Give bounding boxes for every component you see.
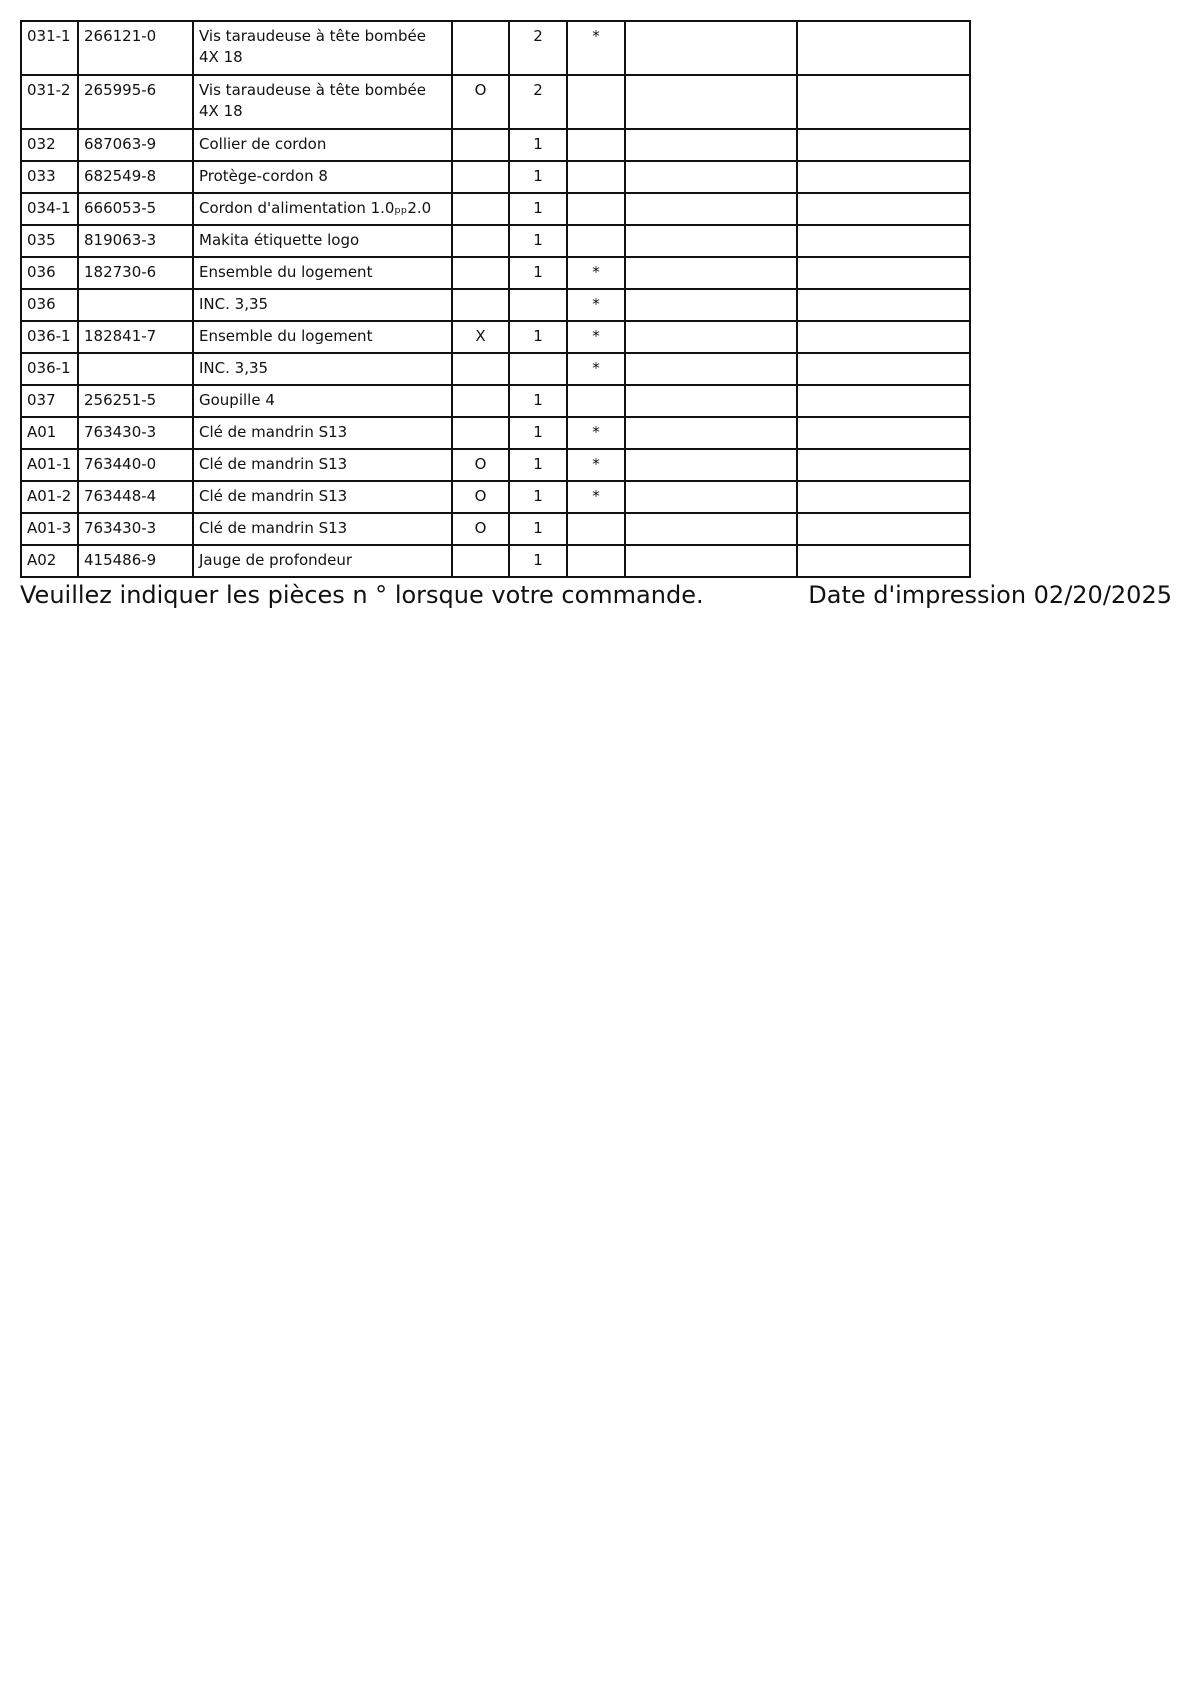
cell-description: Cordon d'alimentation 1.0ₚₚ2.0 bbox=[193, 193, 452, 225]
cell-quantity: 1 bbox=[509, 417, 567, 449]
table-row bbox=[21, 75, 970, 129]
cell-item-number: 034-1 bbox=[21, 193, 78, 225]
parts-table bbox=[20, 20, 971, 578]
cell-note bbox=[567, 545, 625, 577]
cell-quantity: 1 bbox=[509, 161, 567, 193]
order-instruction-note: Veuillez indiquer les pièces n ° lorsque votre commande. bbox=[20, 581, 704, 609]
cell-blank bbox=[625, 353, 797, 385]
cell-option: O bbox=[452, 449, 509, 481]
cell-note: * bbox=[567, 21, 625, 75]
cell-quantity: 1 bbox=[509, 385, 567, 417]
cell-note: * bbox=[567, 481, 625, 513]
cell-blank bbox=[625, 513, 797, 545]
cell-part-number: 819063-3 bbox=[78, 225, 193, 257]
cell-part-number bbox=[78, 353, 193, 385]
cell-blank bbox=[797, 289, 970, 321]
cell-description: Vis taraudeuse à tête bombée 4X 18 bbox=[193, 75, 452, 129]
table-row bbox=[21, 225, 970, 257]
cell-blank bbox=[797, 161, 970, 193]
cell-part-number: 682549-8 bbox=[78, 161, 193, 193]
cell-blank bbox=[797, 257, 970, 289]
cell-blank bbox=[797, 545, 970, 577]
cell-note: * bbox=[567, 321, 625, 353]
cell-blank bbox=[797, 353, 970, 385]
cell-quantity: 1 bbox=[509, 129, 567, 161]
cell-item-number: A01 bbox=[21, 417, 78, 449]
cell-blank bbox=[625, 481, 797, 513]
cell-quantity bbox=[509, 289, 567, 321]
cell-description: Clé de mandrin S13 bbox=[193, 449, 452, 481]
cell-description: Clé de mandrin S13 bbox=[193, 513, 452, 545]
table-row bbox=[21, 449, 970, 481]
cell-option bbox=[452, 417, 509, 449]
cell-item-number: 033 bbox=[21, 161, 78, 193]
table-row bbox=[21, 513, 970, 545]
table-row bbox=[21, 481, 970, 513]
cell-blank bbox=[797, 385, 970, 417]
cell-blank bbox=[625, 75, 797, 129]
cell-blank bbox=[625, 321, 797, 353]
cell-note: * bbox=[567, 449, 625, 481]
table-row bbox=[21, 385, 970, 417]
cell-item-number: A02 bbox=[21, 545, 78, 577]
cell-item-number: 036 bbox=[21, 257, 78, 289]
cell-blank bbox=[625, 129, 797, 161]
cell-description: Clé de mandrin S13 bbox=[193, 417, 452, 449]
cell-description: INC. 3,35 bbox=[193, 353, 452, 385]
cell-part-number bbox=[78, 289, 193, 321]
cell-part-number: 265995-6 bbox=[78, 75, 193, 129]
table-row bbox=[21, 417, 970, 449]
table-row bbox=[21, 353, 970, 385]
cell-item-number: A01-1 bbox=[21, 449, 78, 481]
cell-blank bbox=[625, 225, 797, 257]
cell-blank bbox=[625, 257, 797, 289]
cell-option: O bbox=[452, 481, 509, 513]
cell-note bbox=[567, 161, 625, 193]
cell-part-number: 763430-3 bbox=[78, 513, 193, 545]
cell-quantity: 2 bbox=[509, 21, 567, 75]
cell-description: Ensemble du logement bbox=[193, 321, 452, 353]
print-date: Date d'impression 02/20/2025 bbox=[808, 581, 1172, 609]
cell-option bbox=[452, 21, 509, 75]
cell-note: * bbox=[567, 353, 625, 385]
cell-blank bbox=[797, 21, 970, 75]
table-row bbox=[21, 257, 970, 289]
cell-blank bbox=[797, 75, 970, 129]
cell-item-number: 036-1 bbox=[21, 353, 78, 385]
table-row bbox=[21, 545, 970, 577]
cell-blank bbox=[797, 417, 970, 449]
cell-part-number: 687063-9 bbox=[78, 129, 193, 161]
cell-quantity: 1 bbox=[509, 193, 567, 225]
cell-option bbox=[452, 289, 509, 321]
cell-blank bbox=[797, 513, 970, 545]
cell-blank bbox=[797, 193, 970, 225]
cell-item-number: 032 bbox=[21, 129, 78, 161]
cell-blank bbox=[797, 481, 970, 513]
cell-option bbox=[452, 193, 509, 225]
cell-blank bbox=[797, 321, 970, 353]
cell-blank bbox=[797, 225, 970, 257]
cell-blank bbox=[625, 417, 797, 449]
cell-note bbox=[567, 385, 625, 417]
cell-quantity: 1 bbox=[509, 513, 567, 545]
cell-quantity: 1 bbox=[509, 321, 567, 353]
cell-option: X bbox=[452, 321, 509, 353]
cell-description: Jauge de profondeur bbox=[193, 545, 452, 577]
table-row bbox=[21, 161, 970, 193]
cell-blank bbox=[797, 449, 970, 481]
cell-item-number: 031-1 bbox=[21, 21, 78, 75]
cell-part-number: 266121-0 bbox=[78, 21, 193, 75]
cell-option: O bbox=[452, 513, 509, 545]
cell-description: Clé de mandrin S13 bbox=[193, 481, 452, 513]
table-row bbox=[21, 289, 970, 321]
cell-part-number: 763440-0 bbox=[78, 449, 193, 481]
cell-note: * bbox=[567, 257, 625, 289]
cell-option bbox=[452, 545, 509, 577]
cell-quantity bbox=[509, 353, 567, 385]
cell-option bbox=[452, 161, 509, 193]
cell-part-number: 415486-9 bbox=[78, 545, 193, 577]
cell-part-number: 256251-5 bbox=[78, 385, 193, 417]
cell-note bbox=[567, 75, 625, 129]
cell-note: * bbox=[567, 289, 625, 321]
parts-table-body bbox=[21, 21, 970, 577]
cell-note bbox=[567, 129, 625, 161]
cell-part-number: 763430-3 bbox=[78, 417, 193, 449]
cell-item-number: A01-2 bbox=[21, 481, 78, 513]
cell-item-number: A01-3 bbox=[21, 513, 78, 545]
cell-quantity: 1 bbox=[509, 449, 567, 481]
cell-part-number: 182841-7 bbox=[78, 321, 193, 353]
cell-option bbox=[452, 129, 509, 161]
parts-list-sheet bbox=[20, 20, 971, 578]
cell-item-number: 037 bbox=[21, 385, 78, 417]
cell-blank bbox=[625, 385, 797, 417]
cell-description: Collier de cordon bbox=[193, 129, 452, 161]
cell-part-number: 666053-5 bbox=[78, 193, 193, 225]
cell-part-number: 182730-6 bbox=[78, 257, 193, 289]
cell-item-number: 031-2 bbox=[21, 75, 78, 129]
cell-quantity: 2 bbox=[509, 75, 567, 129]
cell-description: Ensemble du logement bbox=[193, 257, 452, 289]
cell-option bbox=[452, 353, 509, 385]
cell-blank bbox=[625, 161, 797, 193]
cell-description: Goupille 4 bbox=[193, 385, 452, 417]
cell-note bbox=[567, 193, 625, 225]
cell-item-number: 036-1 bbox=[21, 321, 78, 353]
cell-option bbox=[452, 385, 509, 417]
table-row bbox=[21, 321, 970, 353]
cell-note bbox=[567, 513, 625, 545]
cell-blank bbox=[625, 545, 797, 577]
cell-description: Makita étiquette logo bbox=[193, 225, 452, 257]
cell-quantity: 1 bbox=[509, 545, 567, 577]
cell-option bbox=[452, 257, 509, 289]
cell-item-number: 036 bbox=[21, 289, 78, 321]
table-row bbox=[21, 193, 970, 225]
cell-blank bbox=[797, 129, 970, 161]
cell-blank bbox=[625, 193, 797, 225]
cell-part-number: 763448-4 bbox=[78, 481, 193, 513]
cell-quantity: 1 bbox=[509, 225, 567, 257]
cell-option: O bbox=[452, 75, 509, 129]
cell-description: INC. 3,35 bbox=[193, 289, 452, 321]
table-row bbox=[21, 129, 970, 161]
cell-quantity: 1 bbox=[509, 257, 567, 289]
cell-blank bbox=[625, 289, 797, 321]
cell-note: * bbox=[567, 417, 625, 449]
cell-description: Protège-cordon 8 bbox=[193, 161, 452, 193]
cell-blank bbox=[625, 449, 797, 481]
cell-item-number: 035 bbox=[21, 225, 78, 257]
cell-quantity: 1 bbox=[509, 481, 567, 513]
cell-blank bbox=[625, 21, 797, 75]
table-row bbox=[21, 21, 970, 75]
cell-note bbox=[567, 225, 625, 257]
cell-option bbox=[452, 225, 509, 257]
cell-description: Vis taraudeuse à tête bombée 4X 18 bbox=[193, 21, 452, 75]
